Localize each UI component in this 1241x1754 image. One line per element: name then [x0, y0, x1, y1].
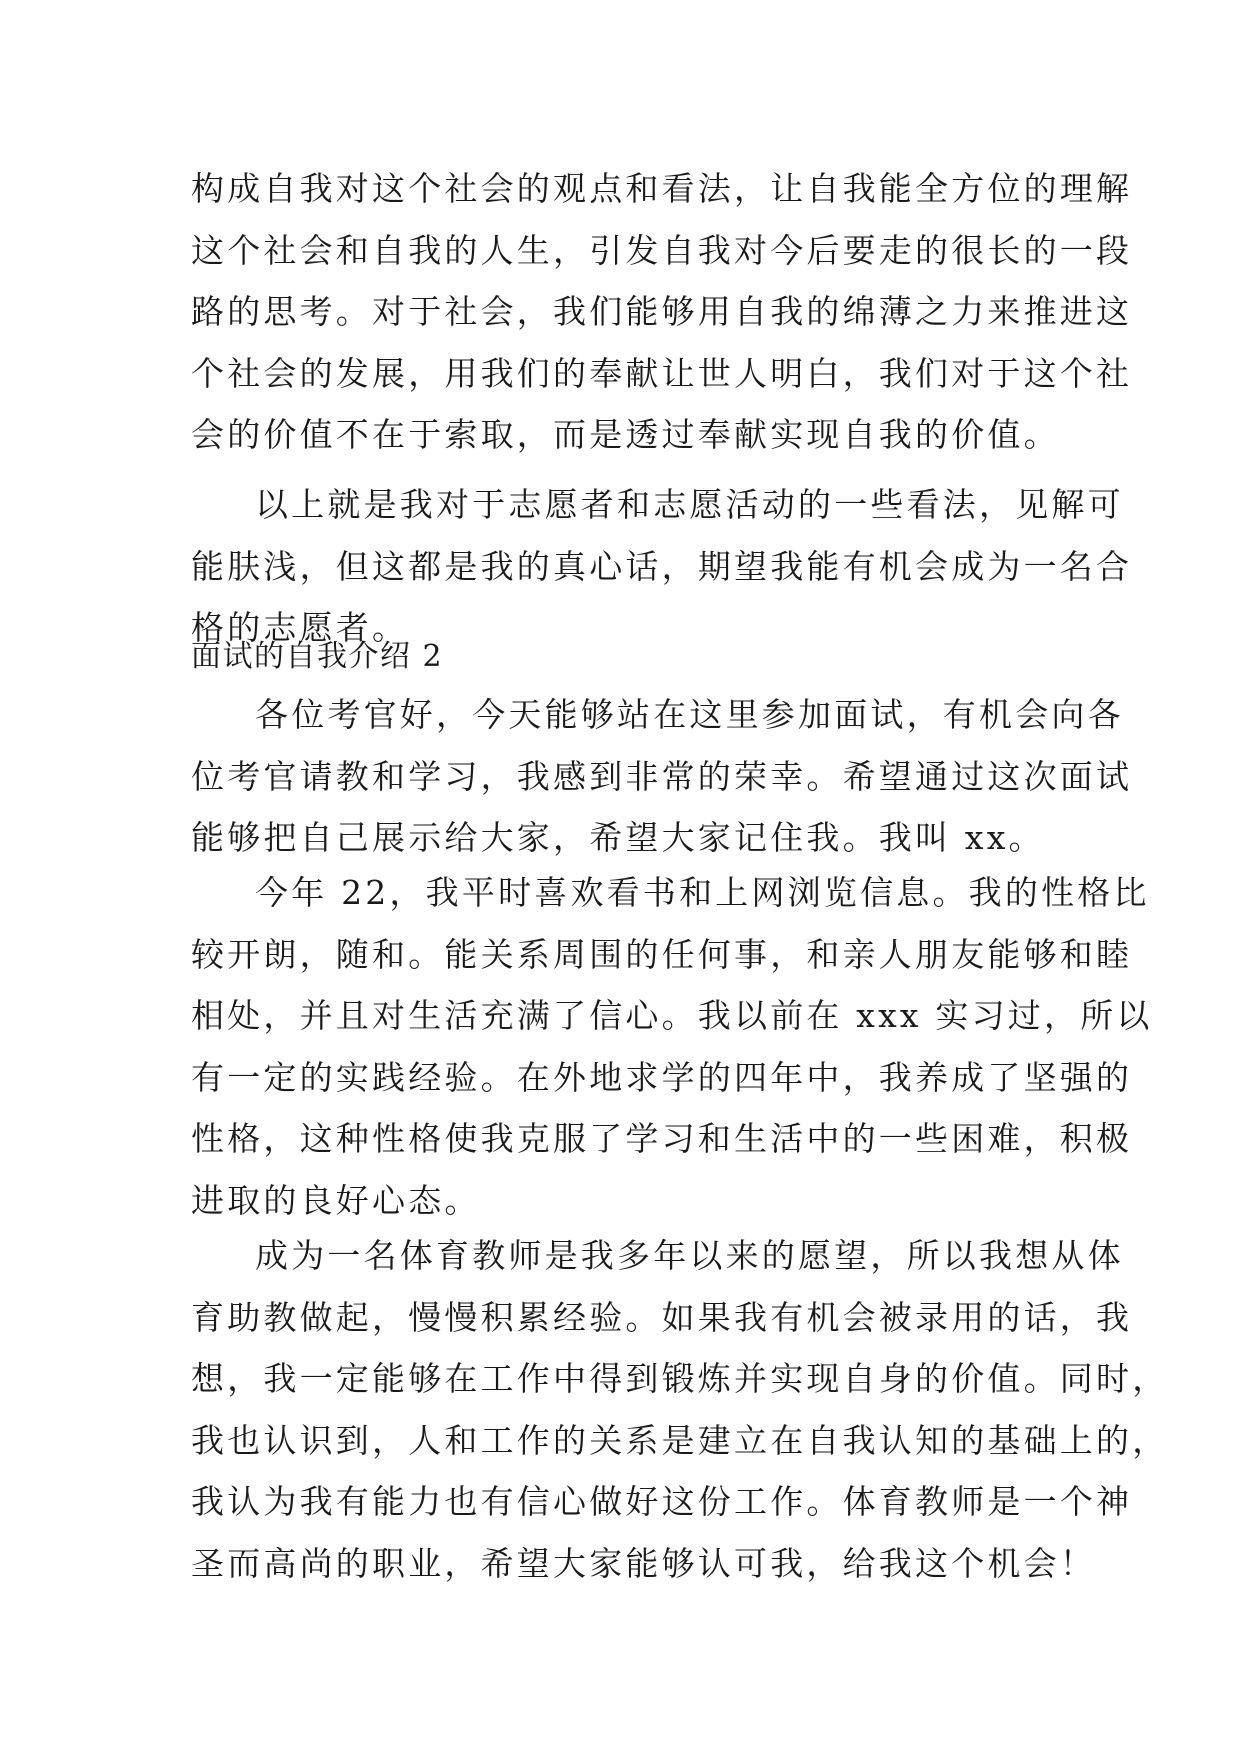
paragraph-line: 相处，并且对生活充满了信心。我以前在 xxx 实习过，所以 — [191, 996, 1153, 1035]
paragraph-line: 育助教做起，慢慢积累经验。如果我有机会被录用的话，我 — [191, 1297, 1133, 1337]
paragraph-line: 进取的良好心态。 — [191, 1180, 481, 1220]
paragraph-line: 想，我一定能够在工作中得到锻炼并实现自身的价值。同时， — [191, 1359, 1169, 1398]
paragraph-line: 我也认识到，人和工作的关系是建立在自我认知的基础上的， — [191, 1420, 1169, 1460]
paragraph-line: 个社会的发展，用我们的奉献让世人明白，我们对于这个社 — [191, 353, 1133, 393]
paragraph-line: 会的价值不在于索取，而是透过奉献实现自我的价值。 — [191, 415, 1060, 454]
paragraph-2 — [191, 474, 1133, 659]
paragraph-line: 位考官请教和学习，我感到非常的荣幸。希望通过这次面试 — [191, 756, 1133, 796]
paragraph-line: 今年 22，我平时喜欢看书和上网浏览信息。我的性格比 — [255, 873, 1150, 912]
paragraph-line: 性格，这种性格使我克服了学习和生活中的一些困难，积极 — [191, 1119, 1133, 1158]
paragraph-5 — [191, 1225, 1169, 1594]
paragraph-line: 圣而高尚的职业，希望大家能够认可我，给我这个机会！ — [191, 1543, 1096, 1583]
paragraph-line: 成为一名体育教师是我多年以来的愿望，所以我想从体 — [255, 1236, 1124, 1275]
paragraph-line: 构成自我对这个社会的观点和看法，让自我能全方位的理解 — [191, 169, 1133, 208]
section-heading: 面试的自我介绍 2 — [191, 639, 444, 674]
paragraph-4 — [191, 862, 1153, 1231]
paragraph-line: 以上就是我对于志愿者和志愿活动的一些看法，见解可 — [255, 485, 1124, 524]
paragraph-line: 较开朗，随和。能关系周围的任何事，和亲人朋友能够和睦 — [191, 934, 1133, 974]
paragraph-line: 有一定的实践经验。在外地求学的四年中，我养成了坚强的 — [191, 1057, 1133, 1097]
paragraph-1 — [191, 158, 1133, 466]
paragraph-line: 格的志愿者。 — [191, 608, 409, 647]
paragraph-3 — [191, 684, 1133, 869]
paragraph-line: 能肤浅，但这都是我的真心话，期望我能有机会成为一名合 — [191, 546, 1133, 586]
paragraph-line: 路的思考。对于社会，我们能够用自我的绵薄之力来推进这 — [191, 292, 1133, 331]
paragraph-line: 能够把自己展示给大家，希望大家记住我。我叫 xx。 — [191, 818, 1045, 857]
paragraph-line: 各位考官好，今天能够站在这里参加面试，有机会向各 — [255, 695, 1124, 734]
paragraph-line: 这个社会和自我的人生，引发自我对今后要走的很长的一段 — [191, 230, 1133, 270]
paragraph-line: 我认为我有能力也有信心做好这份工作。体育教师是一个神 — [191, 1482, 1133, 1521]
